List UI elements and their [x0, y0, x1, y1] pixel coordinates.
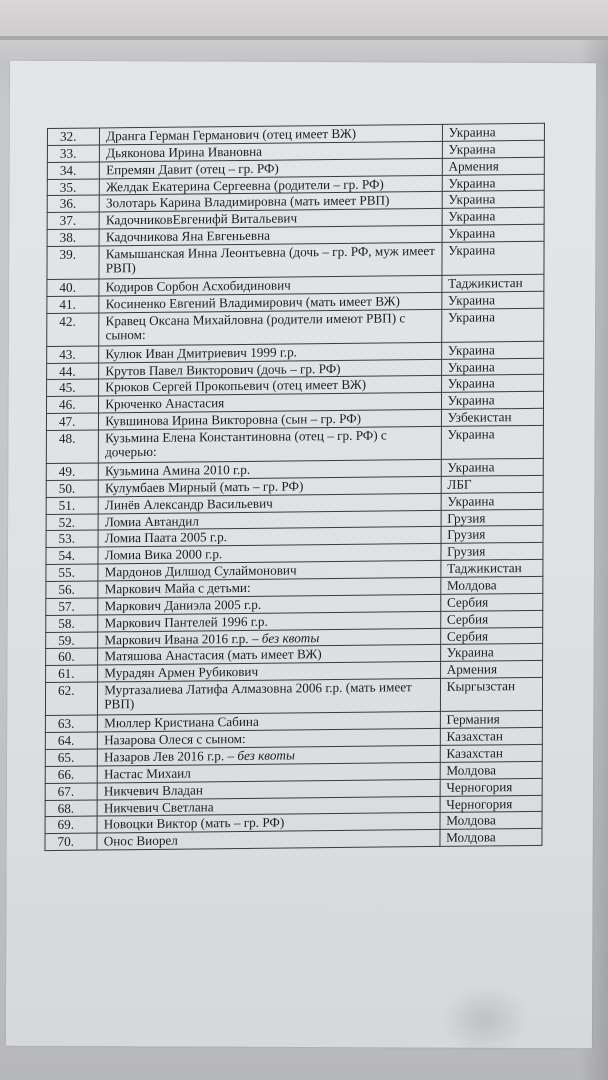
row-number: 56. [46, 581, 98, 598]
row-number: 38. [47, 229, 99, 246]
country-cell: Узбекистан [441, 408, 543, 426]
row-number: 54. [46, 547, 98, 564]
person-name: Золотарь Карина Владимировна (мать имеет РВП) [105, 192, 390, 211]
country-cell: Украина [441, 375, 543, 393]
country-cell: Молдова [440, 812, 542, 830]
row-number: 63. [45, 715, 97, 732]
row-number: 51. [46, 497, 98, 514]
country-cell: Молдова [440, 761, 542, 779]
person-name-cell [99, 426, 442, 463]
person-name: Мардонов Дилшод Сулаймонович [104, 562, 297, 580]
country-cell: Сербия [440, 627, 542, 645]
country-cell: Украина [442, 208, 544, 226]
row-number: 53. [46, 530, 98, 547]
country-cell: Украина [441, 358, 543, 376]
table-row [47, 241, 544, 279]
person-name: Косиненко Евгений Владимирович (мать имеет ВЖ) [105, 293, 400, 312]
row-number: 69. [45, 816, 97, 833]
person-name: Матяшова Анастасия (мать имеет ВЖ) [104, 646, 322, 664]
country-cell: Армения [440, 661, 542, 679]
person-name: Крюченко Анастасия [105, 395, 225, 412]
person-name: Крюков Сергей Прокопьевич (отец имеет ВЖ) [105, 377, 367, 395]
row-number: 64. [45, 732, 97, 749]
wall-ledge [0, 36, 608, 40]
country-cell: Украина [442, 241, 544, 275]
person-name: Мюллер Кристиана Сабина [104, 714, 259, 731]
country-cell: Украина [442, 140, 544, 158]
person-name: Настас Михаил [103, 765, 191, 782]
person-name: Ломиа Паата 2005 г.р. [104, 529, 228, 546]
table-row [45, 678, 542, 716]
country-cell: Германия [440, 711, 542, 729]
person-name: Камышанская Инна Леонтьевна (дочь – гр. РФ, муж имеет РВП) [105, 242, 435, 276]
row-number: 55. [46, 564, 98, 581]
country-cell: Грузия [441, 509, 543, 527]
country-cell: Грузия [441, 543, 543, 561]
row-number: 52. [46, 514, 98, 531]
row-number: 33. [47, 145, 99, 162]
country-cell: Сербия [440, 610, 542, 628]
person-name-cell [99, 242, 442, 279]
row-number: 59. [46, 632, 98, 649]
row-number: 57. [46, 598, 98, 615]
country-cell: Украина [441, 458, 543, 476]
person-name: Онос Виорел [103, 832, 178, 849]
row-number: 34. [47, 162, 99, 179]
row-number: 48. [46, 430, 98, 464]
person-name: Ломиа Автандил [104, 513, 200, 530]
country-cell: Грузия [441, 526, 543, 544]
person-name: Дьяконова Ирина Ивановна [106, 143, 263, 161]
country-cell: Украина [442, 123, 544, 141]
row-number: 43. [47, 346, 99, 363]
country-cell: Казахстан [440, 744, 542, 762]
country-cell: Украина [441, 341, 543, 359]
person-name-cell [99, 309, 442, 346]
country-cell: Армения [442, 157, 544, 175]
person-name: Желдак Екатерина Сергеевна (родители – гр. РФ) [105, 176, 384, 194]
person-name: Маркович Майа с детьми: [104, 579, 251, 597]
person-name-cell [97, 830, 439, 850]
country-cell: Таджикистан [442, 274, 544, 292]
floor-smudge [440, 985, 530, 1055]
person-name: Кузьмина Елена Константиновна (отец – гр. РФ) с дочерью: [105, 427, 387, 460]
row-number: 65. [45, 749, 97, 766]
person-name: Кузьмина Амина 2010 г.р. [105, 461, 251, 479]
person-name: Мурадян Армен Рубикович [104, 664, 259, 681]
table-row [47, 308, 544, 346]
country-cell: Украина [442, 291, 544, 309]
row-number: 36. [47, 195, 99, 212]
row-number: 70. [45, 833, 97, 850]
person-name: Кувшинова Ирина Викторовна (сын – гр. РФ) [105, 410, 362, 429]
row-number: 62. [45, 682, 97, 716]
row-number: 49. [46, 463, 98, 480]
row-number: 67. [45, 783, 97, 800]
wall-background [0, 0, 608, 60]
person-name: Кулюк Иван Дмитриевич 1999 г.р. [105, 344, 298, 362]
row-number: 68. [45, 800, 97, 817]
person-name: Кадочникова Яна Евгеньевна [105, 227, 271, 245]
person-name: Новоцки Виктор (мать – гр. РФ) [103, 814, 285, 832]
names-table [44, 123, 544, 851]
country-cell: Сербия [440, 593, 542, 611]
row-number: 42. [47, 313, 99, 347]
person-name: Ломиа Вика 2000 г.р. [104, 546, 223, 563]
person-name: КадочниковЕвгенифй Витальевич [105, 210, 298, 228]
country-cell: Кыргызстан [440, 678, 542, 712]
quota-note: – без квоты [224, 747, 295, 764]
country-cell: Казахстан [440, 727, 542, 745]
country-cell: Таджикистан [441, 560, 543, 578]
row-number: 41. [47, 296, 99, 313]
person-name: Кодиров Сорбон Асхобидинович [105, 277, 291, 295]
quota-note: – без квоты [248, 629, 320, 646]
person-name: Маркович Даниэла 2005 г.р. [104, 596, 262, 614]
person-name: Назаров Лев 2016 г.р. [104, 748, 225, 765]
person-name: Епремян Давит (отец – гр. РФ) [106, 160, 279, 178]
person-name: Муртазалиева Латифа Алмазовна 2006 г.р. (мать имеет РВП) [104, 679, 412, 712]
person-name: Маркович Ивана 2016 г.р. [104, 630, 249, 648]
table-row [46, 425, 543, 463]
country-cell: Украина [441, 492, 543, 510]
country-cell: Украина [441, 392, 543, 410]
person-name: Кравец Оксана Михайловна (родители имеют РВП) с сыном: [105, 309, 406, 342]
row-number: 50. [46, 480, 98, 497]
row-number: 61. [46, 665, 98, 682]
row-number: 32. [47, 128, 99, 145]
person-name: Никчевич Светлана [103, 798, 214, 815]
country-cell: Молдова [441, 576, 543, 594]
country-cell: Черногория [440, 778, 542, 796]
country-cell: Украина [442, 224, 544, 242]
person-name: Крутов Павел Викторович (дочь – гр. РФ) [105, 360, 341, 378]
names-table-body [45, 123, 544, 850]
person-name-cell [98, 679, 441, 716]
country-cell: Молдова [440, 829, 542, 847]
row-number: 58. [46, 615, 98, 632]
person-name: Кулумбаев Мирный (мать – гр. РФ) [104, 478, 304, 496]
row-number: 35. [47, 179, 99, 196]
country-cell: Украина [440, 644, 542, 662]
person-name: Маркович Пантелей 1996 г.р. [104, 613, 268, 631]
row-number: 46. [47, 396, 99, 413]
row-number: 60. [46, 648, 98, 665]
country-cell: Украина [442, 174, 544, 192]
country-cell: Украина [442, 191, 544, 209]
person-name: Назарова Олеся с сыном: [104, 731, 246, 748]
row-number: 47. [46, 413, 98, 430]
person-name: Дранга Герман Германович (отец имеет ВЖ) [106, 125, 357, 144]
row-number: 40. [47, 279, 99, 296]
row-number: 45. [47, 379, 99, 396]
row-number: 37. [47, 212, 99, 229]
country-cell: Черногория [440, 795, 542, 813]
country-cell: Украина [441, 425, 543, 459]
row-number: 44. [47, 363, 99, 380]
row-number: 39. [47, 246, 99, 280]
person-name: Линёв Александр Васильевич [104, 495, 273, 513]
country-cell: ЛБГ [441, 475, 543, 493]
row-number: 66. [45, 766, 97, 783]
person-name: Никчевич Владан [103, 782, 203, 799]
country-cell: Украина [441, 308, 543, 342]
